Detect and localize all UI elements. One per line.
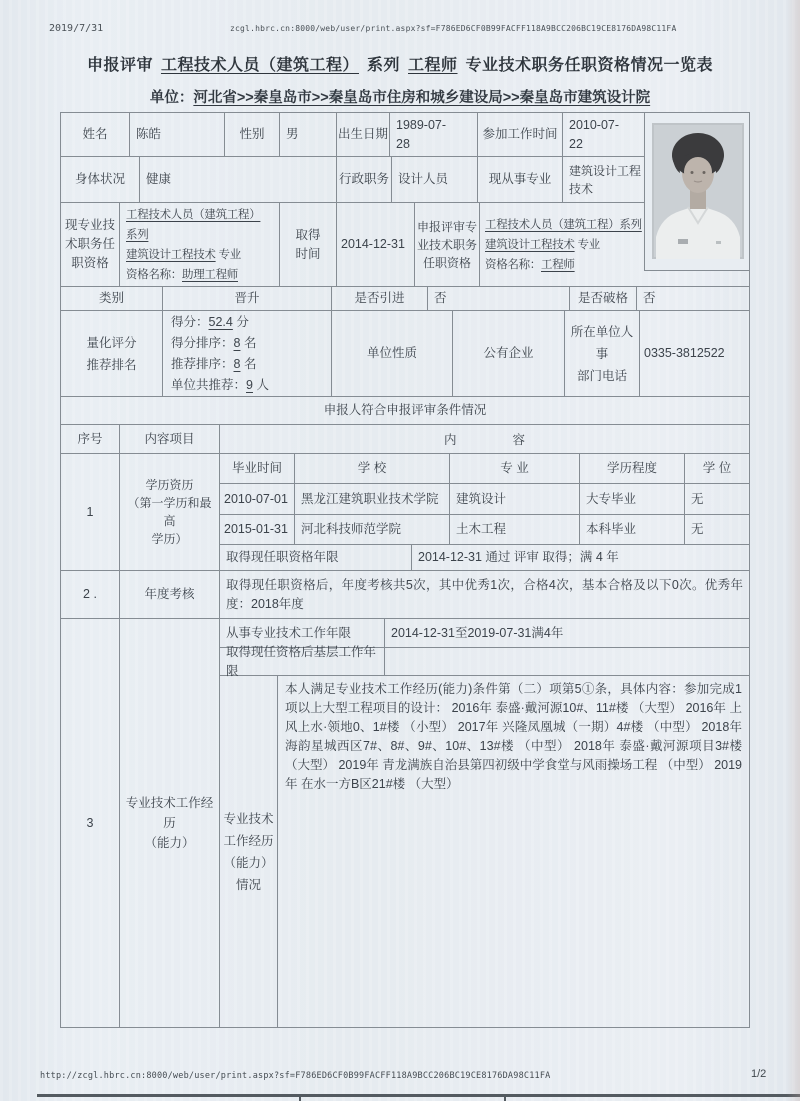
name-label: 姓名	[61, 113, 130, 156]
score-item-value: 8	[233, 335, 241, 350]
score-item-value: 52.4	[208, 314, 233, 329]
score-item-unit: 分	[236, 314, 249, 329]
experience-label-line: 专业技术	[223, 811, 274, 826]
education-row	[220, 515, 749, 545]
apply-major: 建筑设计工程技术	[485, 238, 575, 251]
hr-phone-label	[565, 311, 640, 396]
score-item-value: 9	[246, 377, 253, 392]
category-value: 晋升	[163, 287, 332, 310]
birth-label: 出生日期	[337, 113, 390, 156]
score-item-label: 单位共推荐：	[171, 377, 247, 392]
row-condition-columns	[61, 425, 749, 454]
import-value: 否	[428, 287, 570, 310]
section3-item-line: （能力）	[144, 836, 195, 850]
base-years-value	[385, 648, 749, 675]
row-category	[61, 287, 749, 311]
next-page-table-edge	[37, 1094, 800, 1097]
edu-major: 建筑设计	[450, 484, 580, 514]
col-header-item: 内容项目	[120, 425, 220, 453]
section1-no: 1	[61, 454, 120, 570]
score-item-label: 得分排序：	[171, 335, 234, 350]
section2-item: 年度考核	[120, 571, 220, 618]
score-label	[61, 311, 163, 396]
current-series-line1: 工程技术人员（建筑工程）	[126, 208, 261, 221]
obtain-time-label	[280, 203, 337, 286]
annual-assessment-content: 取得现任职资格后，年度考核共5次，其中优秀1次，合格4次，基本合格及以下0次。优秀年度：2018年度	[226, 577, 743, 611]
page-title	[0, 52, 800, 75]
exceptional-label: 是否破格	[570, 287, 637, 310]
row-condition-banner	[61, 397, 749, 425]
current-title-details	[120, 203, 280, 286]
qualification-years-value: 2014-12-31 通过 评审 取得；满 4 年	[418, 550, 619, 565]
title-series-suffix: 系列	[366, 57, 400, 74]
obtain-label-line1: 取得	[295, 227, 321, 242]
education-row	[220, 484, 749, 515]
current-major: 建筑设计工程技术	[126, 248, 216, 261]
title-suffix: 专业技术职务任职资格情况一览表	[465, 57, 714, 74]
scan-edge-shading	[786, 0, 800, 1101]
current-major-suffix: 专业	[218, 248, 241, 261]
experience-label-line: 情况	[235, 877, 261, 892]
birth-value: 1989-07-28	[390, 113, 478, 156]
hr-phone-label-line2: 部门电话	[576, 368, 627, 383]
edu-col-major: 专 业	[450, 454, 580, 483]
section1-item-line: （第一学历和最高	[127, 496, 212, 528]
edu-degree: 无	[691, 522, 704, 537]
qualification-years-label: 取得现任职资格年限	[220, 545, 412, 570]
current-title-label: 现专业技术职务任职资格	[61, 203, 120, 286]
edu-degree-level: 本科毕业	[580, 515, 685, 544]
main-table	[60, 112, 750, 1028]
row-section1	[61, 454, 749, 571]
edu-col-degree: 学 位	[702, 461, 732, 476]
title-prefix: 申报评审	[86, 57, 153, 74]
apply-title-label: 申报评审专业技术职务任职资格	[415, 203, 480, 286]
experience-detail-row	[220, 676, 749, 1027]
obtain-time-value: 2014-12-31	[337, 203, 415, 286]
experience-detail-label	[220, 676, 278, 1027]
org-type-label: 单位性质	[332, 311, 453, 396]
experience-table	[220, 619, 749, 1027]
row-section3	[61, 619, 749, 1027]
portrait-photo-graphic	[652, 123, 744, 259]
join-date-value: 2010-07-22	[563, 113, 645, 156]
content-header-left: 内	[443, 433, 457, 447]
work-years-value: 2014-12-31至2019-07-31满4年	[391, 625, 564, 640]
category-label: 类别	[61, 287, 163, 310]
section3-no: 3	[61, 619, 120, 1027]
base-years-label: 取得现任资格后基层工作年限	[220, 648, 385, 675]
score-item-unit: 人	[256, 377, 269, 392]
name-value: 陈皓	[130, 113, 225, 156]
score-item-label: 推荐排序：	[171, 356, 234, 371]
score-item-value: 8	[233, 356, 241, 371]
edu-col-degree-level: 学历程度	[580, 454, 685, 483]
section3-item	[120, 619, 220, 1027]
hr-phone-label-line1: 所在单位人事	[570, 324, 634, 361]
score-label-line1: 量化评分	[86, 335, 137, 350]
photo-cell	[644, 113, 749, 271]
exceptional-value: 否	[643, 291, 656, 306]
base-years-row	[220, 644, 749, 678]
content-header-right: 容	[512, 433, 526, 447]
current-series-line2: 系列	[126, 228, 149, 241]
gender-label: 性别	[225, 113, 280, 156]
score-label-line2: 推荐排名	[86, 357, 137, 372]
section3-item-line: 专业技术工作经历	[125, 796, 214, 830]
experience-label-line: （能力）	[223, 855, 274, 870]
admin-post-label: 行政职务	[337, 157, 392, 202]
print-date: 2019/7/31	[49, 23, 104, 34]
current-major-label: 现从事专业	[478, 157, 563, 202]
current-major-value: 建筑设计工程技术	[563, 157, 645, 202]
edu-col-grad-date: 毕业时间	[220, 454, 295, 483]
apply-major-suffix: 专业	[577, 238, 600, 251]
section1-item-line: 学历）	[151, 532, 188, 546]
score-item-unit: 名	[243, 356, 257, 371]
edu-grad-date: 2010-07-01	[220, 484, 295, 514]
gender-value: 男	[280, 113, 337, 156]
applicant-photo	[652, 123, 744, 259]
unit-breadcrumb	[0, 86, 800, 107]
qualification-years-row	[220, 545, 749, 570]
health-label: 身体状况	[61, 157, 140, 202]
edu-major: 土木工程	[450, 515, 580, 544]
work-years-label: 从事专业技术工作年限	[220, 619, 385, 647]
section1-item-line: 学历资历	[145, 478, 194, 492]
current-cert-label: 资格名称：	[126, 268, 182, 281]
col-header-content	[220, 425, 749, 453]
score-item-unit: 名	[243, 335, 257, 350]
score-details	[163, 311, 332, 396]
page-number: 1/2	[751, 1068, 767, 1080]
edu-degree-level: 大专毕业	[580, 484, 685, 514]
next-page-table-tick	[504, 1094, 506, 1101]
row-section2	[61, 571, 749, 619]
edu-grad-date: 2015-01-31	[220, 515, 295, 544]
apply-cert-name: 工程师	[541, 258, 575, 271]
education-table	[220, 454, 749, 570]
section2-no: 2 .	[61, 571, 120, 618]
title-rank: 工程师	[408, 57, 458, 74]
edu-degree: 无	[691, 491, 704, 506]
print-footer-url: http://zcgl.hbrc.cn:8000/web/user/print.aspx?sf=F786ED6CF0B99FACFF118A9BCC206BC19CE8176DA98C11FA	[40, 1071, 551, 1081]
edu-col-school: 学 校	[295, 454, 450, 483]
apply-series-line1: 工程技术人员（建筑工程）系列	[485, 218, 642, 231]
org-type-value: 公有企业	[453, 311, 565, 396]
experience-content: 本人满足专业技术工作经历(能力)条件第（二）项第5①条，具体内容：参加完成1项以上大型工程项目的设计： 2016年 泰盛·戴河源10#、11#楼 （大型） 2016年 上风上水·领地0、1#楼 （小型） 2017年 兴隆凤凰城（一期）4#楼 （中型） 2018年 海韵星城西区7#、8#、9#、10#、13#楼 （中型） 2018年 泰盛·戴河源项目3#楼 （大型） 2019年 青龙满族自治县第四初级中学食堂与风雨操场工程 （中型） 2019年 在水一方B区21#楼 （大型）	[285, 682, 743, 791]
row-score	[61, 311, 749, 397]
current-cert-name: 助理工程师	[182, 268, 238, 281]
col-header-no: 序号	[61, 425, 120, 453]
condition-header: 申报人符合申报评审条件情况	[323, 403, 487, 418]
import-label: 是否引进	[332, 287, 428, 310]
obtain-label-line2: 时间	[295, 246, 321, 261]
print-header-url: zcgl.hbrc.cn:8000/web/user/print.aspx?sf=F786ED6CF0B99FACFF118A9BCC206BC19CE8176DA98C11FA	[230, 24, 677, 33]
edu-school: 河北科技师范学院	[295, 515, 450, 544]
apply-cert-label: 资格名称：	[485, 258, 541, 271]
score-item-label: 得分：	[171, 314, 209, 329]
next-page-table-tick	[299, 1094, 301, 1101]
unit-label: 单位：	[149, 90, 194, 106]
edu-school: 黑龙江建筑职业技术学院	[295, 484, 450, 514]
experience-label-line: 工作经历	[223, 833, 274, 848]
health-value: 健康	[140, 157, 337, 202]
education-header-row	[220, 454, 749, 484]
section1-item	[120, 454, 220, 570]
hr-phone-value: 0335-3812522	[644, 346, 725, 361]
join-date-label: 参加工作时间	[478, 113, 563, 156]
admin-post-value: 设计人员	[392, 157, 478, 202]
unit-path: 河北省>>秦皇岛市>>秦皇岛市住房和城乡建设局>>秦皇岛市建筑设计院	[193, 90, 651, 106]
title-series: 工程技术人员（建筑工程）	[160, 57, 359, 74]
